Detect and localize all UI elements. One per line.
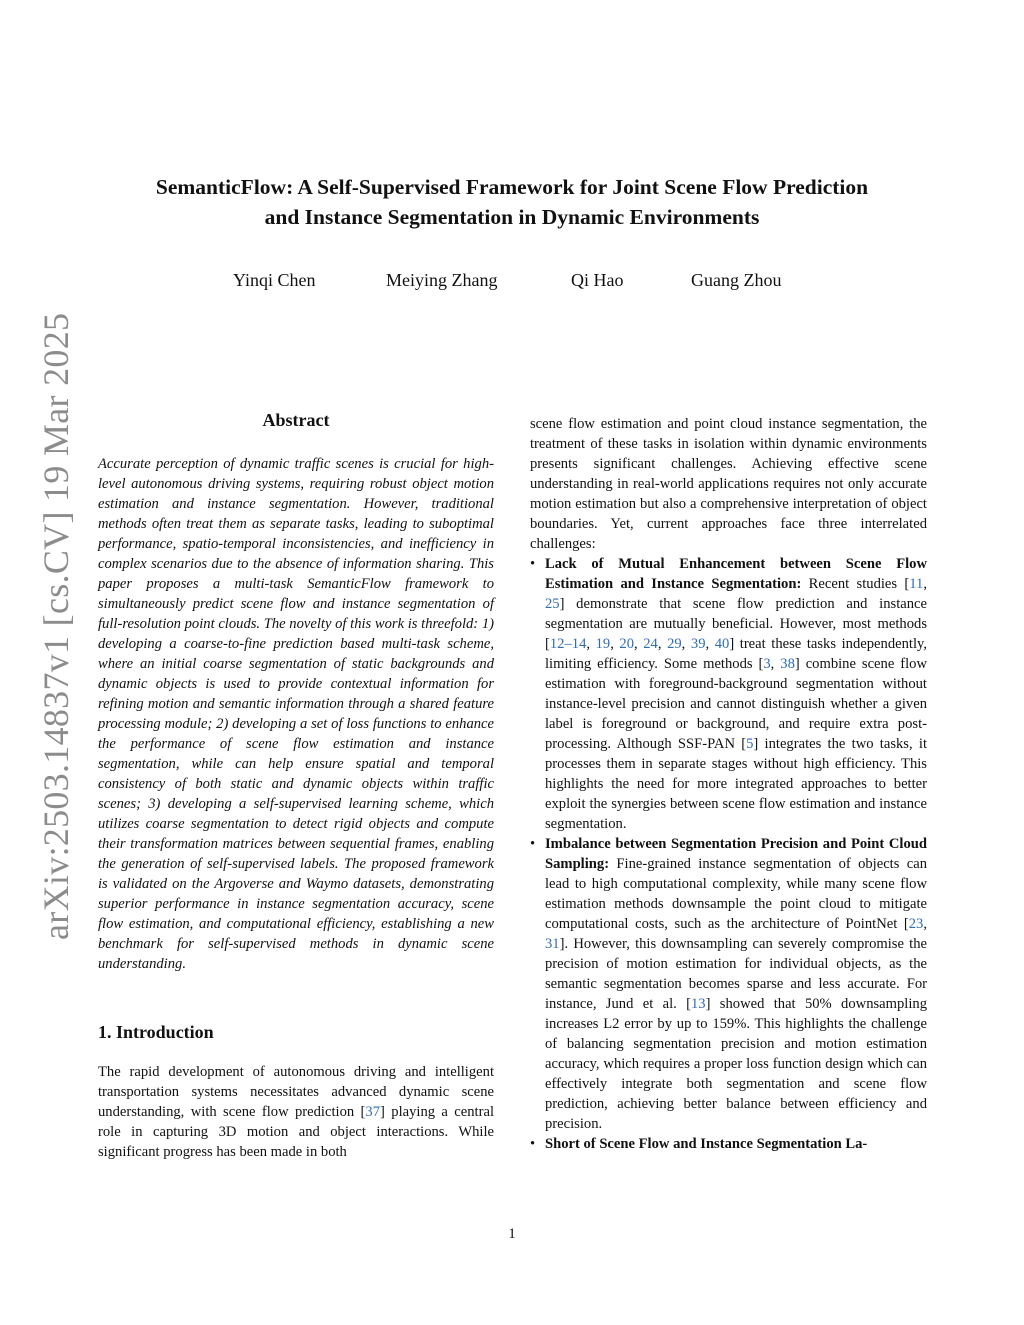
author-name: Meiying Zhang <box>386 270 498 290</box>
citation-link[interactable]: 3 <box>763 656 771 672</box>
intro-paragraph: The rapid development of autonomous driving and intelligent transportation systems necessitates advanced dynamic scene understanding, with scene flow prediction [37] playing a central role in capturing 3D motion and object interactions. While significant progress has been made in both <box>98 1064 494 1160</box>
paper-title <box>60 172 964 232</box>
abstract-text: Accurate perception of dynamic traffic scenes is crucial for high-level autonomous driving systems, requiring robust object motion estimation and instance segmentation. However, traditional methods often treat them as separate tasks, leading to suboptimal performance, spatio-temporal inconsistencies, and inefficiency in complex scenarios due to the absence of information sharing. This paper proposes a multi-task SemanticFlow framework to simultaneously predict scene flow and instance segmentation of full-resolution point clouds. The novelty of this work is threefold: 1) developing a coarse-to-fine prediction based multi-task scheme, where an initial coarse segmentation of static backgrounds and dynamic objects is used to provide contextual information for refining motion and semantic information through a shared feature processing module; 2) developing a set of loss functions to enhance the performance of scene flow estimation and instance segmentation, while can help ensure spatial and temporal consistency of both static and dynamic objects within traffic scenes; 3) developing a self-supervised learning scheme, which utilizes coarse segmentation to detect rigid objects and compute their transformation matrices between sequential frames, enabling the generation of self-supervised labels. The proposed framework is validated on the Argoverse and Waymo datasets, demonstrating superior performance in instance segmentation accuracy, scene flow estimation, and computational efficiency, establishing a new benchmark for self-supervised methods in dynamic scene understanding. <box>98 456 494 972</box>
citation-link[interactable]: 13 <box>691 996 706 1012</box>
challenge-item: • Short of Scene Flow and Instance Segmentation La- <box>530 1136 868 1152</box>
citation-link[interactable]: 5 <box>746 736 754 752</box>
citation-link[interactable]: 25 <box>545 596 560 612</box>
author-name: Guang Zhou <box>691 270 782 290</box>
left-column <box>98 408 494 1162</box>
citation-link[interactable]: 38 <box>780 656 795 672</box>
citation-link[interactable]: 39 <box>690 636 706 652</box>
page-number: 1 <box>508 1226 516 1242</box>
author-name: Yinqi Chen <box>233 270 316 290</box>
title-line-1: SemanticFlow: A Self-Supervised Framework for Joint Scene Flow Prediction <box>155 175 869 199</box>
citation-link[interactable]: 11 <box>909 576 924 592</box>
citation-link[interactable]: 12–14 <box>549 636 587 652</box>
author-name: Qi Hao <box>571 270 624 290</box>
citation-link[interactable]: 29 <box>667 636 682 652</box>
citation-link[interactable]: 23 <box>908 916 924 932</box>
citation-link[interactable]: 24 <box>643 636 658 652</box>
right-column <box>530 414 927 1154</box>
arxiv-identifier: arXiv:2503.14837v1 [cs.CV] 19 Mar 2025 <box>36 312 76 940</box>
intro-heading: 1. Introduction <box>98 1022 214 1042</box>
title-line-2: and Instance Segmentation in Dynamic Environments <box>264 205 760 229</box>
intro-paragraph-continued: scene flow estimation and point cloud instance segmentation, the treatment of these tasks in isolation within dynamic environments presents significant challenges. Achieving effective scene understanding in real-world applications requires not only accurate motion estimation but also a comprehensive interpretation of object boundaries. Yet, current approaches face three interrelated challenges: <box>530 416 927 552</box>
challenge-list <box>530 554 927 1154</box>
citation-link[interactable]: 37 <box>365 1104 381 1120</box>
citation-link[interactable]: 20 <box>619 636 635 652</box>
abstract-heading: Abstract <box>262 410 330 430</box>
challenge-item: • Lack of Mutual Enhancement between Scene Flow Estimation and Instance Segmentation: Recent studies [11, 25] demonstrate that scene flow prediction and instance segmentation are mutually beneficial. However, most methods [12–14, 19, 20, 24, 29, 39, 40] treat these tasks independently, limiting efficiency. Some methods [3, 38] combine scene flow estimation with foreground-background segmentation without instance-level precision and cannot distinguish whether a given label is foreground or background, and require extra post-processing. Although SSF-PAN [5] integrates the two tasks, it processes them in separate stages without high efficiency. This highlights the need for more integrated approaches to better exploit the synergies between scene flow estimation and instance segmentation. <box>530 556 928 832</box>
citation-link[interactable]: 19 <box>595 636 611 652</box>
citation-link[interactable]: 40 <box>714 636 730 652</box>
citation-link[interactable]: 31 <box>545 936 560 952</box>
challenge-item: • Imbalance between Segmentation Precision and Point Cloud Sampling: Fine-grained instance segmentation of objects can lead to high computational complexity, while many scene flow estimation methods downsample the point cloud to mitigate computational costs, such as the architecture of PointNet [23, 31]. However, this downsampling can severely compromise the precision of motion estimation for individual objects, as the semantic segmentation becomes sparse and less accurate. For instance, Jund et al. [13] showed that 50% downsampling increases L2 error by up to 159%. This highlights the challenge of balancing segmentation precision and motion estimation accuracy, which requires a proper loss function design which can effectively integrate both segmentation and scene flow prediction, achieving better balance between efficiency and precision. <box>530 836 927 1132</box>
